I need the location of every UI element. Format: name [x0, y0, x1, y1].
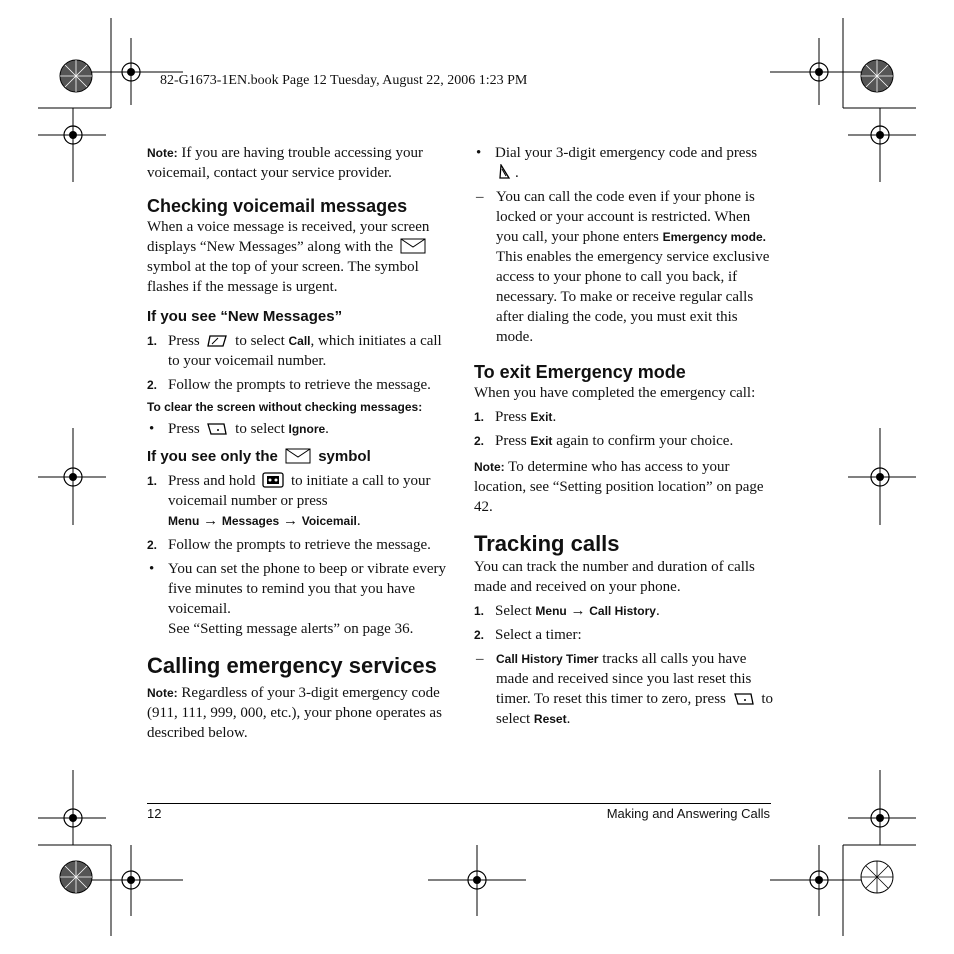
dash-text: You can call the code even if your phone is locked or your account is restricted. When you call, your phone enters — [496, 189, 755, 245]
note-label: Note: — [474, 460, 505, 474]
bullet-mark: • — [149, 561, 155, 577]
paragraph-checking — [147, 217, 447, 297]
envelope-icon — [400, 238, 426, 254]
ui-messages: Messages — [221, 514, 280, 528]
bullet-mark: • — [149, 421, 155, 437]
right-softkey-icon — [733, 692, 755, 706]
menu-arrow: → — [203, 513, 219, 529]
envelope-icon — [285, 448, 311, 464]
page-number: 12 — [147, 806, 162, 821]
note-label: Note: — [147, 146, 178, 160]
step-text: Press — [495, 409, 527, 425]
step-text: , which initiates a call to your voicemail number. — [168, 333, 442, 369]
bullet-mark: • — [476, 145, 482, 161]
bullet-text: Dial your 3-digit emergency code and press — [495, 145, 758, 161]
heading-text: symbol — [318, 448, 371, 465]
note-regardless — [147, 683, 447, 743]
note-text: To determine who has access to your location, see “Setting position location” on page 42. — [474, 459, 764, 515]
dash-mark: – — [476, 189, 484, 205]
left-column — [147, 143, 447, 743]
send-key-icon — [498, 164, 512, 180]
step-text: again to confirm your choice. — [556, 433, 734, 449]
step-2-select-timer — [474, 625, 774, 645]
bullet-text: to select — [235, 421, 285, 437]
bullet-dial — [474, 143, 774, 183]
step-text: Press — [168, 333, 200, 349]
ui-exit: Exit — [530, 434, 553, 448]
step-text: Follow the prompts to retrieve the message. — [168, 537, 431, 553]
dash-text: tracks all calls you have made and received since you last reset this timer. To reset this timer to zero, press — [496, 651, 752, 707]
ui-menu: Menu — [168, 514, 200, 528]
step-2-follow-prompts — [147, 375, 447, 395]
paragraph-exit: When you have completed the emergency call: — [474, 385, 756, 401]
footer-section-title: Making and Answering Calls — [606, 806, 770, 821]
step-text: . — [552, 409, 557, 425]
left-softkey-icon — [206, 334, 228, 348]
heading-tracking-calls: Tracking calls — [474, 531, 620, 556]
note-location — [474, 457, 774, 517]
dash-text: . — [566, 711, 571, 727]
step-text: Select — [495, 603, 532, 619]
bullet-beep — [147, 559, 447, 639]
right-column — [474, 143, 774, 729]
note-text: If you are having trouble accessing your voicemail, contact your service provider. — [147, 145, 424, 181]
step-number: 2. — [474, 434, 485, 448]
heading-exit-emergency: To exit Emergency mode — [474, 362, 686, 382]
voicemail-key-icon — [262, 472, 284, 488]
heading-clear-screen: To clear the screen without checking messages: — [147, 400, 423, 414]
step-1-select-menu — [474, 601, 774, 621]
paragraph-text: symbol at the top of your screen. The symbol flashes if the message is urgent. — [147, 259, 419, 295]
step-number: 1. — [474, 604, 485, 618]
cross-reference: See “Setting message alerts” on page 36. — [168, 621, 414, 637]
dash-text: This enables the emergency service exclusive access to your phone to call you back, if necessary. To make or receive regular calls after dialing the code, you must exit this mode. — [496, 249, 770, 345]
step-number: 2. — [474, 628, 485, 642]
dash-text: to select — [496, 691, 774, 727]
step-2-press-exit-again — [474, 431, 774, 451]
ui-ignore: Ignore — [288, 422, 326, 436]
ui-call-history: Call History — [589, 604, 656, 618]
step-number: 1. — [147, 334, 158, 348]
bullet-ignore — [147, 419, 447, 439]
heading-new-messages: If you see “New Messages” — [147, 308, 343, 325]
ui-reset: Reset — [533, 712, 567, 726]
ui-emergency-mode: Emergency mode. — [662, 230, 766, 244]
dash-mark: – — [476, 651, 484, 667]
dash-call-history-timer — [474, 649, 774, 729]
step-number: 2. — [147, 538, 158, 552]
step-text: Press and hold — [168, 473, 256, 489]
step-1-press-hold — [147, 471, 447, 531]
footer-rule — [147, 803, 771, 804]
paragraph-tracking: You can track the number and duration of calls made and received on your phone. — [474, 559, 755, 595]
note-label: Note: — [147, 686, 178, 700]
step-text: to select — [235, 333, 285, 349]
heading-calling-emergency: Calling emergency services — [147, 653, 437, 678]
step-2-follow-prompts-b — [147, 535, 447, 555]
right-softkey-icon — [206, 422, 228, 436]
step-text: Select a timer: — [495, 627, 582, 643]
step-1-press-exit — [474, 407, 774, 427]
note-trouble — [147, 143, 447, 183]
bullet-text: Press — [168, 421, 200, 437]
bullet-text: . — [325, 421, 329, 437]
menu-arrow: → — [282, 513, 298, 529]
bullet-text: . — [515, 165, 519, 181]
ui-voicemail: Voicemail — [301, 514, 357, 528]
step-1-press-call — [147, 331, 447, 371]
step-text: Press — [495, 433, 527, 449]
step-number: 2. — [147, 378, 158, 392]
ui-exit: Exit — [530, 410, 553, 424]
book-header: 82-G1673-1EN.book Page 12 Tuesday, August 22, 2006 1:23 PM — [160, 73, 528, 88]
dash-emergency-mode — [474, 187, 774, 347]
ui-call-history-timer: Call History Timer — [496, 652, 599, 666]
heading-checking-voicemail: Checking voicemail messages — [147, 196, 408, 216]
ui-menu: Menu — [535, 604, 567, 618]
heading-only-symbol — [147, 447, 447, 467]
step-text: Follow the prompts to retrieve the message. — [168, 377, 431, 393]
step-text: . — [655, 603, 660, 619]
step-number: 1. — [147, 474, 158, 488]
menu-arrow: → — [570, 603, 586, 619]
bullet-text: You can set the phone to beep or vibrate every five minutes to remind you that you have voicemail. — [168, 561, 446, 617]
paragraph-text: When a voice message is received, your screen displays “New Messages” along with the — [147, 219, 430, 255]
note-text: Regardless of your 3-digit emergency code (911, 111, 999, 000, etc.), your phone operates as described below. — [147, 685, 442, 741]
step-text: to initiate a call to your voicemail number or press — [168, 473, 431, 509]
ui-call: Call — [288, 334, 311, 348]
step-text: . — [356, 513, 361, 529]
heading-text: If you see only the — [147, 448, 278, 465]
step-number: 1. — [474, 410, 485, 424]
